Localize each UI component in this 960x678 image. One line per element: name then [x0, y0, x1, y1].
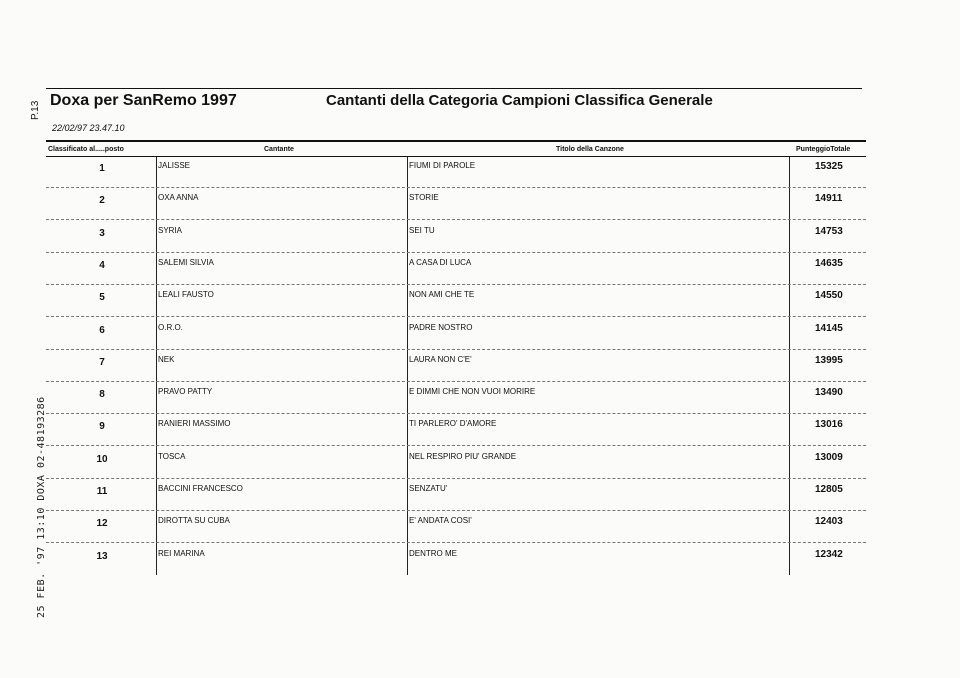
table-top-rule: [46, 140, 866, 142]
page-number: P.13: [30, 100, 41, 120]
row-position: 9: [99, 421, 105, 433]
row-song: E' ANDATA COSI': [409, 516, 472, 526]
row-position: 5: [99, 292, 105, 304]
row-position: 3: [99, 227, 105, 239]
row-position: 10: [96, 453, 108, 465]
row-singer: PRAVO PATTY: [158, 387, 213, 397]
row-singer: JALISSE: [158, 161, 191, 170]
row-score: 14550: [815, 290, 843, 302]
row-singer: REI MARINA: [158, 548, 205, 558]
col-header-singer: Cantante: [264, 146, 294, 153]
row-position: 7: [99, 356, 105, 368]
row-score: 14753: [815, 225, 843, 237]
row-separator: [46, 284, 866, 285]
row-score: 12403: [815, 516, 843, 528]
row-song: E DIMMI CHE NON VUOI MORIRE: [409, 387, 536, 397]
row-position: 12: [96, 518, 108, 530]
row-song: STORIE: [409, 193, 439, 203]
col-header-song: Titolo della Canzone: [556, 146, 624, 153]
timestamp: 22/02/97 23.47.10: [52, 123, 125, 133]
row-position: 6: [99, 324, 105, 336]
row-song: SEI TU: [409, 225, 435, 235]
row-separator: [46, 478, 866, 479]
row-singer: RANIERI MASSIMO: [158, 419, 231, 429]
row-position: 11: [96, 486, 108, 497]
row-position: 8: [99, 389, 105, 401]
row-score: 13016: [815, 419, 843, 431]
col-header-position: Classificato al.....posto: [48, 146, 124, 153]
top-rule: [46, 88, 862, 89]
row-score: 13009: [815, 451, 843, 463]
company-title: Doxa per SanRemo 1997: [50, 92, 237, 109]
row-singer: DIROTTA SU CUBA: [158, 516, 230, 526]
row-song: NEL RESPIRO PIU' GRANDE: [409, 451, 517, 461]
header-underline: [46, 156, 866, 157]
row-separator: [46, 413, 866, 414]
row-song: NON AMI CHE TE: [409, 290, 475, 300]
row-score: 14911: [815, 193, 843, 205]
row-song: PADRE NOSTRO: [409, 322, 473, 332]
row-song: DENTRO ME: [409, 548, 457, 558]
row-singer: OXA ANNA: [158, 193, 199, 203]
fax-header: 25 FEB. '97 13:10 DOXA 02-48193286: [36, 396, 47, 618]
row-singer: SALEMI SILVIA: [158, 257, 214, 267]
row-separator: [46, 349, 866, 350]
row-song: TI PARLERO' D'AMORE: [409, 419, 497, 429]
row-separator: [46, 510, 866, 511]
row-separator: [46, 445, 866, 446]
row-singer: BACCINI FRANCESCO: [158, 484, 243, 493]
row-score: 14145: [815, 322, 843, 334]
row-singer: NEK: [158, 354, 175, 364]
row-score: 13490: [815, 387, 843, 399]
row-position: 13: [96, 550, 108, 562]
row-singer: LEALI FAUSTO: [158, 290, 214, 300]
row-singer: SYRIA: [158, 225, 183, 235]
row-position: 1: [99, 163, 105, 174]
col-header-score: PunteggioTotale: [796, 146, 851, 153]
row-singer: O.R.O.: [158, 322, 183, 332]
row-separator: [46, 542, 866, 543]
row-score: 12805: [815, 484, 843, 495]
row-song: A CASA DI LUCA: [409, 257, 472, 267]
row-score: 13995: [815, 354, 843, 366]
row-song: SENZATU': [409, 484, 448, 493]
row-separator: [46, 252, 866, 253]
row-score: 15325: [815, 161, 843, 172]
row-position: 2: [99, 195, 105, 207]
row-score: 12342: [815, 548, 843, 560]
row-separator: [46, 187, 866, 188]
row-singer: TOSCA: [158, 451, 186, 461]
row-score: 14635: [815, 257, 843, 269]
row-separator: [46, 316, 866, 317]
report-title: Cantanti della Categoria Campioni Classifica Generale: [326, 92, 713, 109]
row-position: 4: [99, 259, 105, 271]
row-separator: [46, 381, 866, 382]
row-song: FIUMI DI PAROLE: [409, 161, 476, 170]
row-separator: [46, 219, 866, 220]
row-song: LAURA NON C'E': [409, 354, 472, 364]
